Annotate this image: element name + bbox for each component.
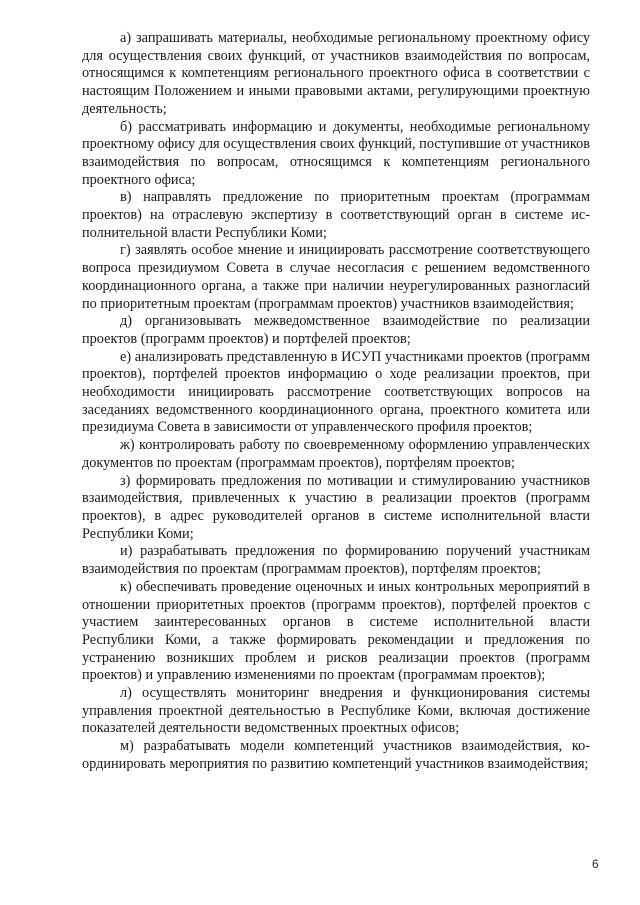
paragraph-e: е) анализировать представленную в ИСУП участниками проектов (программ проектов), портфелей проектов информацию о ходе реализации проектов, при необходимости инициировать рассмотрение соответствующих вопросов на заседаниях ведомственного координационного органа, проектного комитета или президиума Совета в зависимости от управленческого профиля проектов; <box>82 348 590 436</box>
paragraph-b: б) рассматривать информацию и документы, необходимые региональному проектному офису для осуществления своих функций, поступившие от участников взаимодействия по вопросам, относящимся к компетенциям регионального проектного офиса; <box>82 118 590 188</box>
paragraph-g: г) заявлять особое мнение и инициировать рассмотрение соответствующего вопроса президиумом Совета в случае несогласия с решением ведомственного координационного органа, а также при наличии неурегулированных разногласий по приоритетным проектам (программам проектов) участников взаимодействия; <box>82 242 590 312</box>
paragraph-k: к) обеспечивать проведение оценочных и иных контрольных мероприятий в отношении приоритетных проектов (программ проектов), портфелей проектов с участием заинтересованных органов в системе исполнительной власти Республики Коми, а также формировать рекомендации и предложения по устранению возникших проблем и рисков реализации проектов (программ проектов) и управлению изменениями по проектам (программам проектов); <box>82 578 590 684</box>
paragraph-m: м) разрабатывать модели компетенций участников взаимодействия, координировать мероприятия по развитию компетенций участников взаимодействия; <box>82 738 590 772</box>
paragraph-v: в) направлять предложение по приоритетным проектам (программам проектов) на отраслевую экспертизу в соответствующий орган в системе исполнительной власти Республики Коми; <box>82 189 590 241</box>
paragraph-d: д) организовывать межведомственное взаимодействие по реализации проектов (программ проектов) и портфелей проектов; <box>82 313 590 347</box>
paragraph-z: з) формировать предложения по мотивации и стимулированию участников взаимодействия, привлеченных к участию в реализации проектов (программ проектов), в адрес руководителей органов в системе исполнительной власти Республики Коми; <box>82 472 590 542</box>
page-number: 6 <box>592 857 599 871</box>
paragraph-zh: ж) контролировать работу по своевременному оформлению управленческих документов по проектам (программам проектов), портфелям проектов; <box>82 437 590 471</box>
paragraph-l: л) осуществлять мониторинг внедрения и функционирования системы управления проектной деятельностью в Республике Коми, включая достижение показателей деятельности ведомственных проектных офисов; <box>82 685 590 737</box>
document-body <box>82 30 590 774</box>
paragraph-i: и) разрабатывать предложения по формированию поручений участникам взаимодействия по проектам (программам проектов), портфелям проектов; <box>82 543 590 578</box>
paragraph-a: а) запрашивать материалы, необходимые региональному проектному офису для осуществления своих функций, от участников взаимодействия по вопросам, относящимся к компетенциям регионального проектного офиса в соответствии с настоящим Положением и иными правовыми актами, регулирующими проектную деятельность; <box>82 30 590 117</box>
